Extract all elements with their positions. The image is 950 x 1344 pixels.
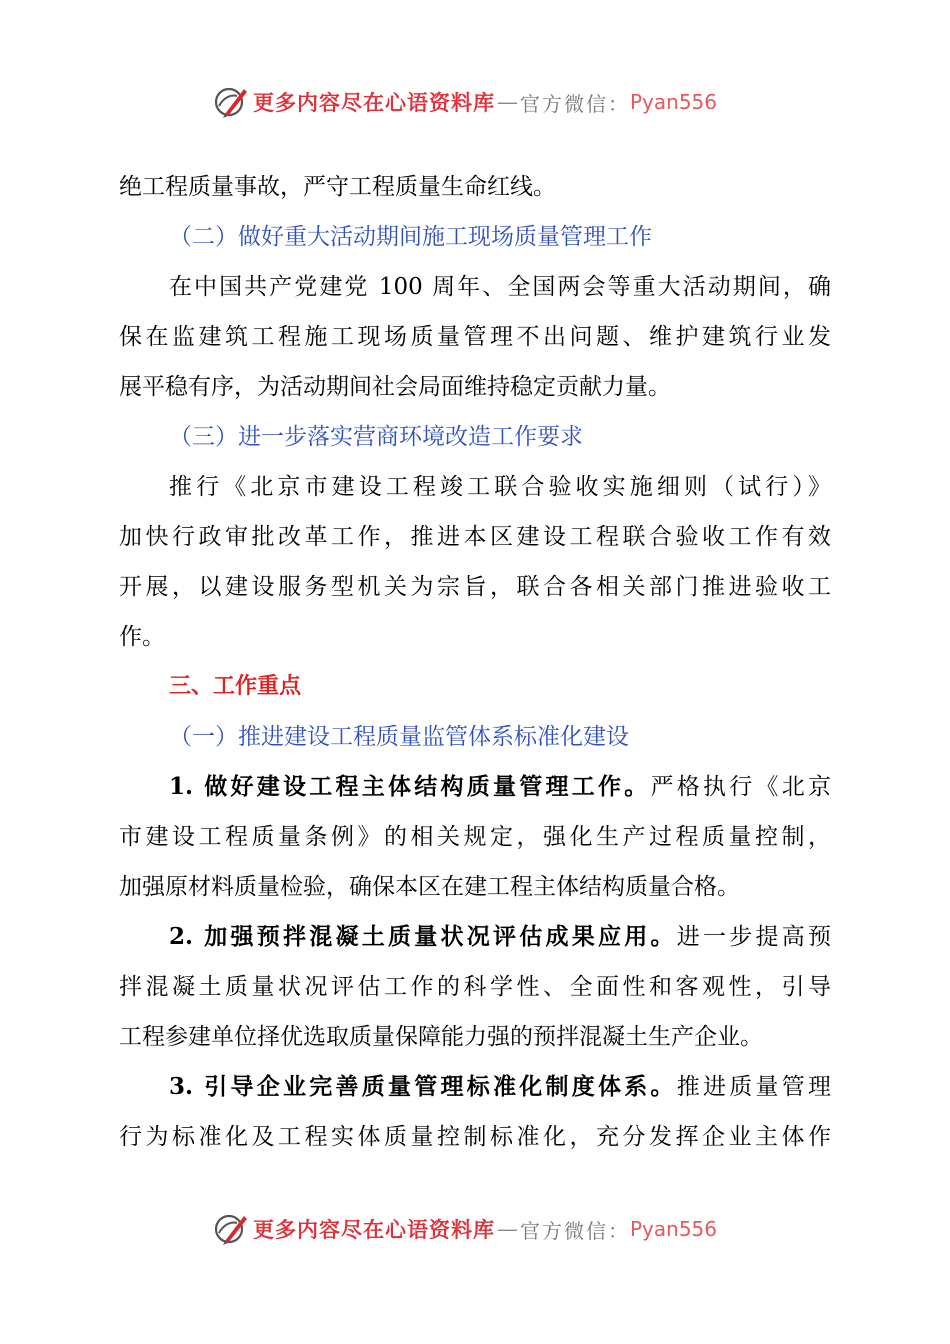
paragraph-line: 加强原材料质量检验，确保本区在建工程主体结构质量合格。 [119, 874, 740, 900]
banner-dash: — [496, 1217, 518, 1241]
banner-official-label: 官方微信： [519, 1218, 630, 1243]
paragraph-line: 推行《北京市建设工程竣工联合验收实施细则（试行）》 [169, 474, 831, 500]
subheading-1: （一）推进建设工程质量监管体系标准化建设 [169, 724, 629, 750]
paragraph-line: 在中国共产党建党 100 周年、全国两会等重大活动期间，确 [169, 274, 831, 300]
paragraph-line [119, 1062, 831, 1112]
paragraph-line: 拌混凝土质量状况评估工作的科学性、全面性和客观性，引导 [119, 974, 831, 1000]
item-title: 1. 做好建设工程主体结构质量管理工作。 [169, 773, 651, 800]
pen-in-circle-icon [213, 1211, 249, 1247]
paragraph-line: 保在监建筑工程施工现场质量管理不出问题、维护建筑行业发 [119, 324, 831, 350]
paragraph-line: 绝工程质量事故，严守工程质量生命红线。 [119, 174, 556, 200]
banner-brand: 更多内容尽在心语资料库 [252, 1217, 495, 1242]
banner-wechat-id: Pyan556 [629, 90, 717, 114]
banner-dash: — [496, 90, 518, 114]
pen-in-circle-icon [213, 84, 249, 120]
paragraph-line [119, 912, 831, 962]
paragraph-line: 作。 [119, 624, 165, 650]
item-title: 2. 加强预拌混凝土质量状况评估成果应用。 [169, 923, 677, 950]
banner-wechat-id: Pyan556 [629, 1217, 717, 1241]
subheading-2: （二）做好重大活动期间施工现场质量管理工作 [169, 224, 652, 250]
subheading-3: （三）进一步落实营商环境改造工作要求 [169, 424, 583, 450]
item-text: 推进质量管理 [676, 1074, 831, 1100]
header-banner [0, 82, 950, 122]
item-title: 3. 引导企业完善质量管理标准化制度体系。 [169, 1073, 677, 1100]
paragraph-line: 行为标准化及工程实体质量控制标准化，充分发挥企业主体作 [119, 1124, 831, 1150]
paragraph-line: 工程参建单位择优选取质量保障能力强的预拌混凝土生产企业。 [119, 1024, 763, 1050]
section-heading: 三、工作重点 [169, 674, 302, 699]
banner-brand: 更多内容尽在心语资料库 [252, 90, 495, 115]
paragraph-line: 加快行政审批改革工作，推进本区建设工程联合验收工作有效 [119, 524, 831, 550]
paragraph-line: 开展，以建设服务型机关为宗旨，联合各相关部门推进验收工 [119, 574, 831, 600]
paragraph-line [119, 762, 831, 812]
document-body [119, 162, 831, 1162]
banner-official-label: 官方微信： [519, 91, 630, 116]
paragraph-line: 展平稳有序，为活动期间社会局面维持稳定贡献力量。 [119, 374, 671, 400]
paragraph-line: 市建设工程质量条例》的相关规定，强化生产过程质量控制， [119, 824, 831, 850]
item-text: 严格执行《北京 [650, 774, 831, 800]
item-text: 进一步提高预 [676, 924, 831, 950]
footer-banner [0, 1209, 950, 1249]
